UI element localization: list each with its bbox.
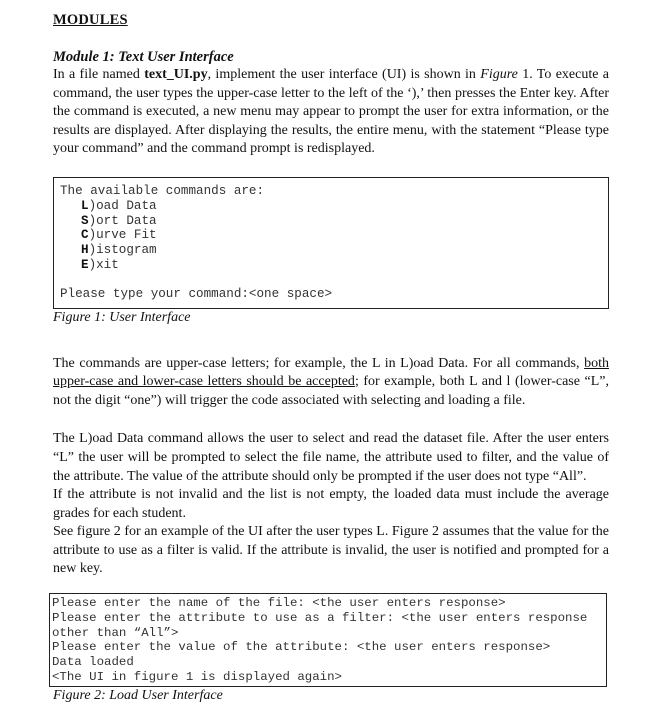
figure2-line: Please enter the name of the file: <the user enters response> [52, 596, 506, 611]
para2-text-2: ; for example, both L and l (lower-case “L”, not the digit “one”) will trigger the code associated with selecting and loading a file. [53, 374, 609, 408]
load-paragraph-c: See figure 2 for an example of the UI after the user types L. Figure 2 assumes that the value for the attribute to use as a filter is valid. If the attribute is invalid, the user is notified and prompted for a new key. [53, 524, 609, 577]
menu-item-load [81, 199, 602, 214]
menu-label-sort: )ort Data [88, 213, 157, 228]
para2-underlined: both upper-case and lower-case letters should be accepted [53, 355, 609, 390]
intro-text-1: In a file named [53, 67, 145, 82]
menu-item-histogram [81, 243, 602, 258]
menu-label-exit: )xit [88, 257, 119, 272]
document-page [53, 8, 609, 705]
intro-filename: text_UI.py [144, 67, 208, 82]
menu-label-histogram: )istogram [88, 243, 157, 258]
menu-key-curve: C [81, 228, 89, 243]
load-paragraph-b: If the attribute is not invalid and the list is not empty, the loaded data must include the average grades for each student. [53, 487, 609, 521]
figure2-line: Please enter the attribute to use as a filter: <the user enters response other than “All”> [52, 610, 588, 640]
figure2-line: Data loaded [52, 655, 134, 670]
menu-item-curve [81, 228, 602, 243]
para2-text-1: The commands are upper-case letters; for example, the L in L)oad Data. For all commands, [53, 355, 585, 371]
intro-figure-ref: Figure [480, 67, 518, 82]
menu-item-sort [81, 214, 602, 229]
figure2-box [49, 593, 607, 687]
load-paragraph-a: The L)oad Data command allows the user to select and read the dataset file. After the user enters “L” the user will be prompted to select the file name, the attribute used to filter, and the value of the attribute. The value of the attribute should only be prompted if the user does not type “All”. [53, 431, 609, 484]
menu-key-exit: E [81, 257, 89, 272]
figure1-header: The available commands are: [60, 183, 265, 198]
figure1-prompt: Please type your command:<one space> [60, 286, 333, 301]
menu-item-exit [81, 258, 602, 273]
figure2-line: Please enter the value of the attribute: <the user enters response> [52, 640, 551, 655]
figure1-caption: Figure 1: User Interface [53, 309, 191, 325]
figure1-menu [60, 199, 602, 273]
intro-paragraph [53, 66, 609, 159]
intro-text-3: 1. To execute a command, the user types the upper-case letter to the left of the ‘),’ then presses the Enter key. After the command is executed, a new menu may appear to prompt the user for extra information, or the results are displayed. After displaying the results, the entire menu, with the statement “Please type your command” and the command prompt is redisplayed. [53, 67, 610, 157]
figure2-line: <The UI in figure 1 is displayed again> [52, 670, 342, 685]
figure2-caption: Figure 2: Load User Interface [53, 687, 223, 703]
section-heading: MODULES [53, 12, 128, 28]
figure1-box [53, 177, 609, 309]
menu-key-sort: S [81, 213, 89, 228]
module-title: Module 1: Text User Interface [53, 49, 234, 65]
menu-label-load: )oad Data [88, 198, 157, 213]
intro-text-2: , implement the user interface (UI) is shown in [207, 67, 481, 82]
menu-key-load: L [81, 198, 89, 213]
commands-paragraph [53, 355, 609, 411]
menu-key-histogram: H [81, 243, 89, 258]
menu-label-curve: )urve Fit [88, 228, 157, 243]
